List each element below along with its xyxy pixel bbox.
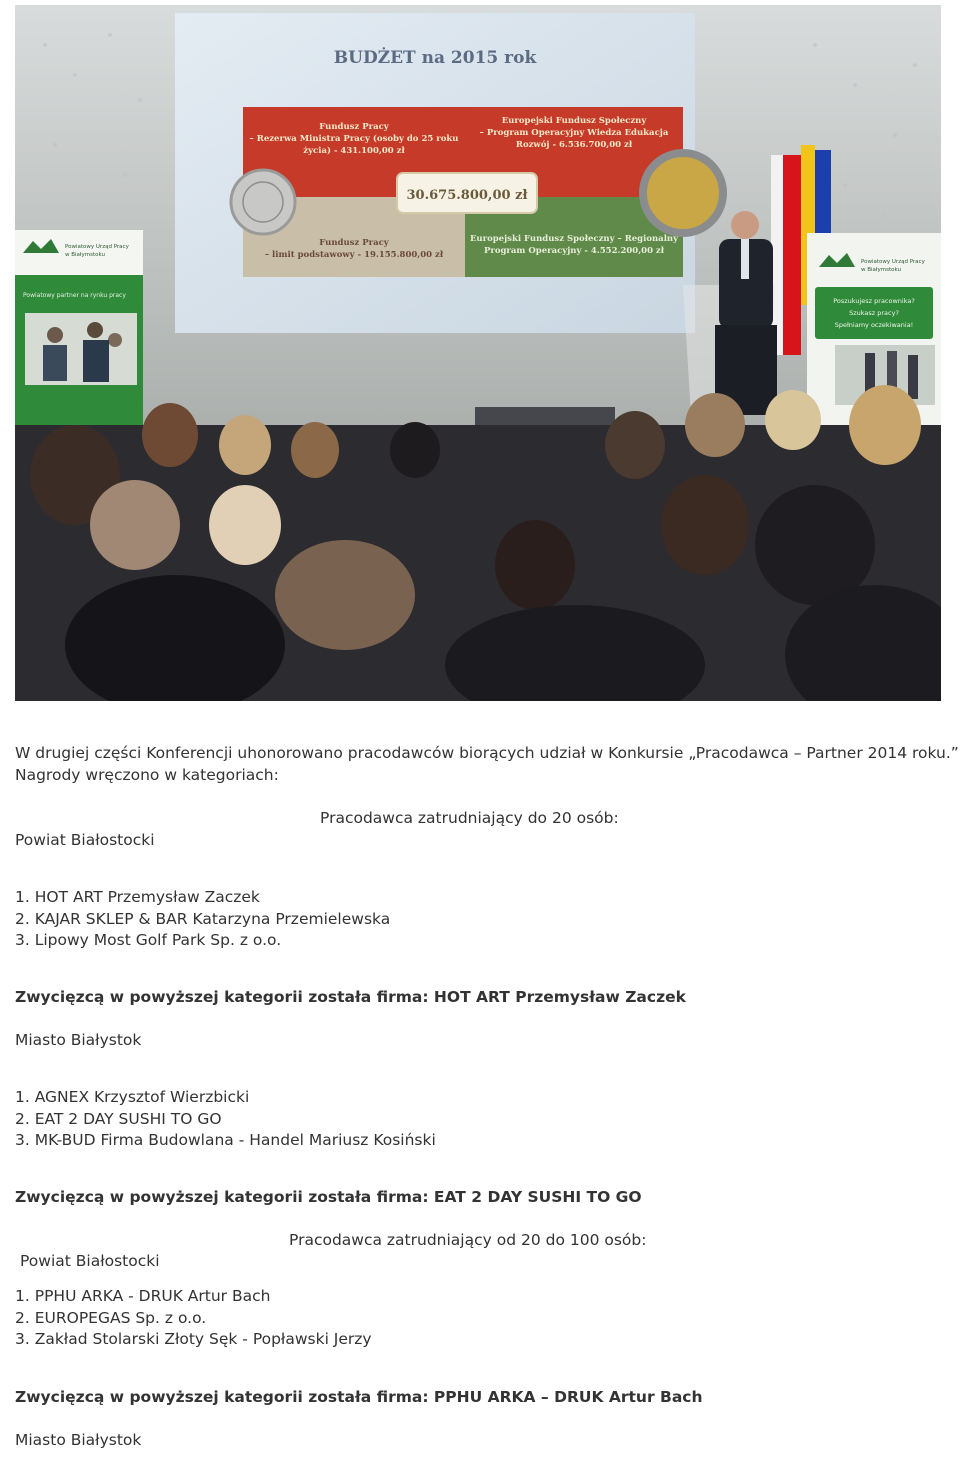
speaker: [715, 211, 777, 415]
list-item: 2. KAJAR SKLEP & BAR Katarzyna Przemielewska: [15, 909, 391, 928]
coin-euro-icon: [643, 153, 723, 233]
left-banner-tagline: Powiatowy partner na rynku pracy: [23, 292, 126, 299]
conference-photo-drawing: [15, 5, 941, 701]
list-item: 1. PPHU ARKA - DRUK Artur Bach: [15, 1287, 271, 1305]
left-banner-org-1: Powiatowy Urząd Pracy: [65, 244, 129, 250]
coin-zloty-icon: [231, 170, 295, 234]
region-label: Miasto Białystok: [15, 1431, 142, 1449]
right-banner-org-1: Powiatowy Urząd Pracy: [861, 259, 925, 265]
winner-statement: Zwycięzcą w powyższej kategorii została firma: HOT ART Przemysław Zaczek: [15, 988, 686, 1006]
slide-box-bl-line1: Fundusz Pracy: [319, 238, 389, 248]
slide-box-bl-line2: – limit podstawowy - 19.155.800,00 zł: [264, 250, 444, 260]
list-item: 2. EAT 2 DAY SUSHI TO GO: [15, 1109, 222, 1128]
slide-box-tl-line2: – Rezerwa Ministra Pracy (osoby do 25 roku: [249, 134, 459, 144]
left-banner-org-2: w Białymstoku: [65, 252, 105, 258]
category-heading-small: Pracodawca zatrudniający do 20 osób:: [320, 809, 619, 827]
nominee-list: [15, 1286, 372, 1351]
slide-total: 30.675.800,00 zł: [406, 188, 528, 203]
slide-box-br-line2: Program Operacyjny - 4.552.200,00 zł: [483, 246, 665, 256]
slide-box-tr-line2: – Program Operacyjny Wiedza Edukacja: [479, 128, 669, 138]
list-item: 3. Lipowy Most Golf Park Sp. z o.o.: [15, 931, 282, 949]
slide-box-tl-line1: Fundusz Pracy: [319, 122, 389, 132]
nominee-list: [15, 887, 390, 952]
slide-box-br-line1: Europejski Fundusz Społeczny – Regionalny: [469, 234, 679, 244]
slide-box-tr-line1: Europejski Fundusz Społeczny: [501, 116, 647, 126]
list-item: 2. EUROPEGAS Sp. z o.o.: [15, 1308, 207, 1327]
region-label: Miasto Białystok: [15, 1031, 142, 1049]
right-banner-slogan-1: Poszukujesz pracownika?: [833, 297, 915, 305]
conference-photo: [15, 5, 941, 701]
slide-box-tl-line3: życia) - 431.100,00 zł: [303, 146, 405, 156]
right-banner-org-2: w Białymstoku: [861, 267, 901, 273]
winner-statement: Zwycięzcą w powyższej kategorii została firma: PPHU ARKA – DRUK Artur Bach: [15, 1388, 703, 1406]
intro-line-1: W drugiej części Konferencji uhonorowano pracodawców biorących udział w Konkursie „Pracodawca – Partner 2014 roku.”: [15, 744, 959, 762]
region-label: Powiat Białostocki: [20, 1252, 160, 1270]
category-heading-medium: Pracodawca zatrudniający od 20 do 100 osób:: [289, 1231, 647, 1249]
slide-title: BUDŻET na 2015 rok: [333, 48, 537, 68]
region-label: Powiat Białostocki: [15, 831, 155, 849]
list-item: 3. Zakład Stolarski Złoty Sęk - Popławski Jerzy: [15, 1330, 372, 1348]
winner-statement: Zwycięzcą w powyższej kategorii została firma: EAT 2 DAY SUSHI TO GO: [15, 1188, 642, 1206]
list-item: 1. AGNEX Krzysztof Wierzbicki: [15, 1088, 250, 1106]
slide-box-tr-line3: Rozwój - 6.536.700,00 zł: [515, 140, 633, 150]
list-item: 1. HOT ART Przemysław Zaczek: [15, 888, 260, 906]
nominee-list: [15, 1087, 436, 1152]
right-banner-slogan-3: Spełniamy oczekiwania!: [834, 321, 914, 329]
flag-poland-red: [783, 155, 801, 355]
left-banner-photo: [25, 313, 137, 385]
right-banner-slogan-2: Szukasz pracy?: [849, 309, 899, 317]
intro-line-2: Nagrody wręczono w kategoriach:: [15, 766, 279, 784]
list-item: 3. MK-BUD Firma Budowlana - Handel Mariusz Kosiński: [15, 1131, 436, 1149]
